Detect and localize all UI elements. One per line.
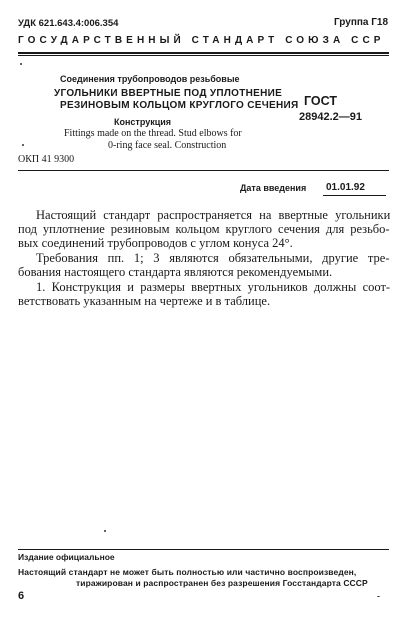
scan-speck [22,144,24,146]
udk-code: УДК 621.643.4:006.354 [18,18,119,29]
page-number: 6 [18,590,25,602]
paragraph-line: Требования пп. 1; 3 являются обязательными, другие тре- [36,251,390,265]
scan-speck [20,63,22,65]
section-rule [18,170,389,171]
okp-code: ОКП 41 9300 [18,154,75,165]
bottom-rule [18,549,389,550]
paragraph-line: Настоящий стандарт распространяется на ввертные угольники [36,208,391,222]
english-title-line2: 0-ring face seal. Construction [108,140,227,151]
scan-speck [104,530,106,532]
copyright-notice-line1: Настоящий стандарт не может быть полностью или частично воспроизведен, [18,567,357,577]
scan-speck [377,596,380,597]
gost-number: 28942.2—91 [299,111,362,123]
construction-label: Конструкция [114,117,172,127]
paragraph-line: под уплотнение резиновым кольцом круглого сечения для резьбо- [18,222,390,236]
top-rule-thin [18,55,389,56]
document-title-line2: РЕЗИНОВЫМ КОЛЬЦОМ КРУГЛОГО СЕЧЕНИЯ [60,100,299,111]
intro-date-underline [323,195,386,196]
document-subtitle: Соединения трубопроводов резьбовые [60,74,240,84]
publication-label: Издание официальное [18,552,115,562]
document-title-line1: УГОЛЬНИКИ ВВЕРТНЫЕ ПОД УПЛОТНЕНИЕ [54,88,283,99]
paragraph-line: вых соединений трубопроводов с углом конуса 24°. [18,236,293,250]
intro-date-label: Дата введения [240,183,307,193]
paragraph-line: бования настоящего стандарта являются рекомендуемыми. [18,265,333,279]
english-title-line1: Fittings made on the thread. Stud elbows for [64,128,242,139]
copyright-notice-line2: тиражирован и распространен без разрешения Госстандарта СССР [76,578,368,588]
paragraph-line: ветствовать указанным на чертеже и в таблице. [18,294,271,308]
standard-banner: ГОСУДАРСТВЕННЫЙ СТАНДАРТ СОЮЗА ССР [18,35,385,46]
gost-label: ГОСТ [304,94,337,108]
paragraph-line: 1. Конструкция и размеры ввертных угольников должны соот- [36,280,391,294]
intro-date-value: 01.01.92 [326,182,365,193]
top-rule-thick [18,52,389,54]
group-code: Группа Г18 [334,17,389,28]
